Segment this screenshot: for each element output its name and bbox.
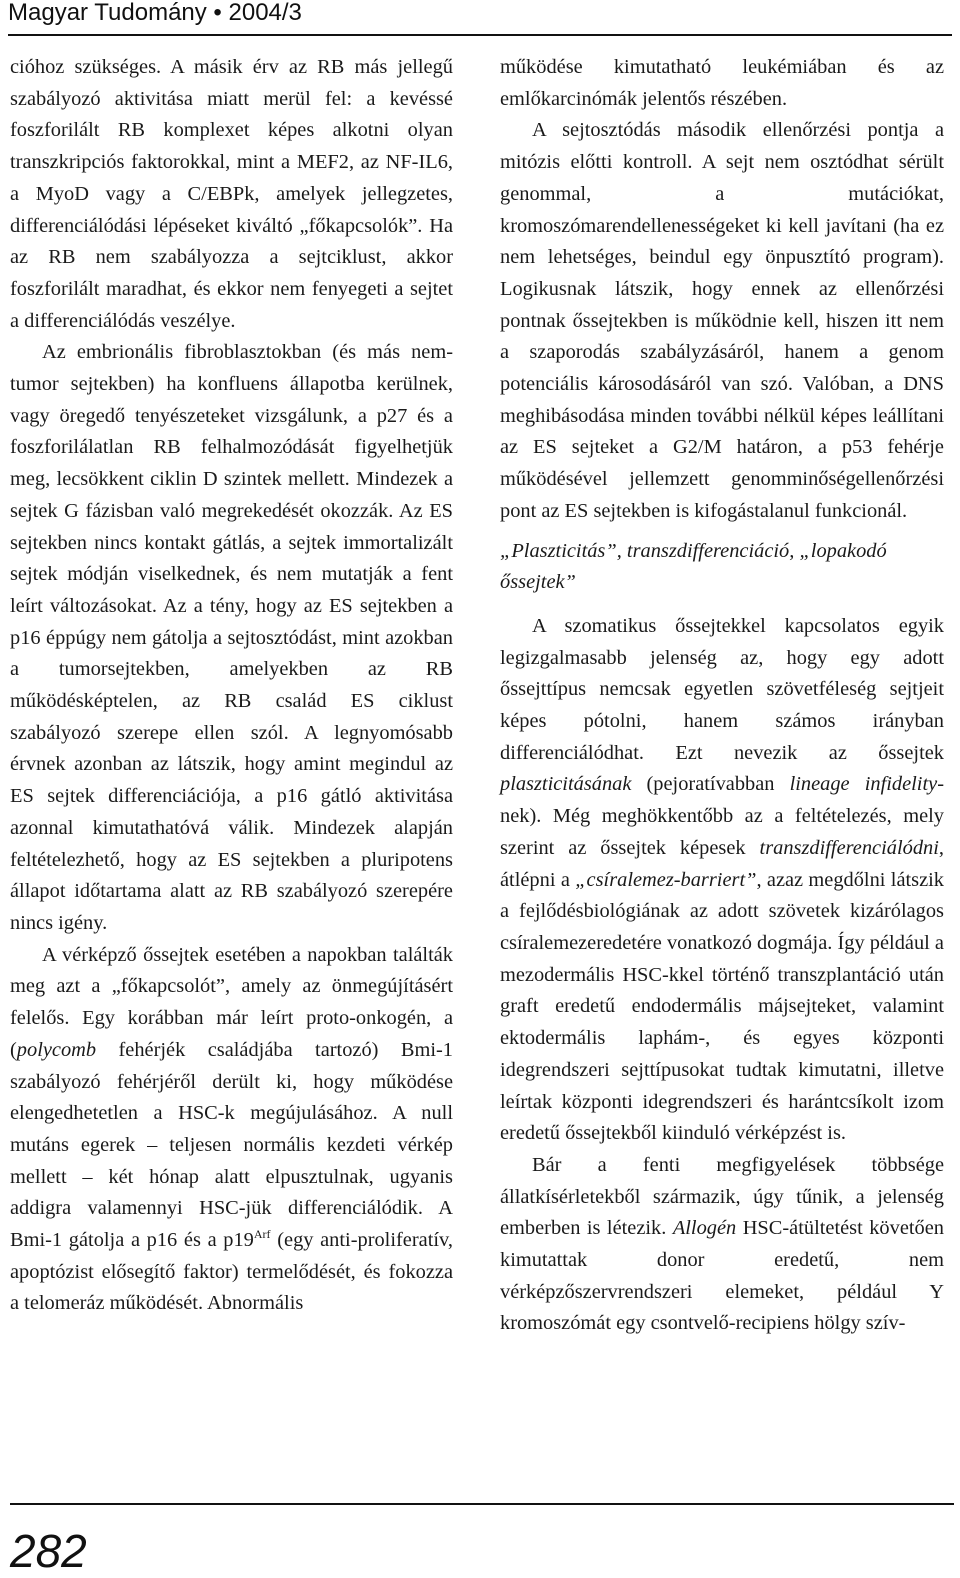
italic-term: Allogén: [672, 1217, 737, 1240]
italic-term: polycomb: [16, 1038, 97, 1061]
left-column: [10, 52, 453, 1320]
body-paragraph: [500, 1150, 944, 1340]
body-paragraph: [10, 940, 453, 1320]
body-paragraph: működése kimutatható leukémiában és az emlőkarcinómák jelentős részében.: [500, 56, 944, 110]
text-run: Bár a fenti megfigyelések többsége állatkísérletekből származik, úgy tűnik, a jelenség emberben is létezik.: [500, 1153, 944, 1240]
footer-rule: [10, 1503, 954, 1505]
body-paragraph: cióhoz szükséges. A másik érv az RB más jellegű szabályozó aktivitása miatt merül fel: a kevéssé foszforilált RB komplexet képes alkotni olyan transzkripciós faktorokkal, mint a MEF2, az NF-IL6, a MyoD vagy a C/EBPk, amelyek jellegzetes, differenciálódási lépéseket kiváltó „főkapcsolók”. Ha az RB nem szabályozza a sejtciklust, akkor foszforilált maradhat, és ekkor nem fenyegeti a sejtet a differenciálódás veszélye.: [10, 56, 453, 332]
text-run: A szomatikus őssejtekkel kapcsolatos egyik legizgalmasabb jelenség az, hogy egy adott őssejttípus nemcsak egyetlen szövetféleség sejtjeit képes pótolni, hanem számos irányban differenciálódhat. Ezt nevezik az őssejtek: [500, 614, 944, 764]
page-number: 282: [10, 1525, 87, 1577]
body-paragraph: Az embrionális fibroblasztokban (és más nem-tumor sejtekben) ha konfluens állapotba kerülnek, vagy öregedő tenyészeteket vizsgálunk, a p27 és a foszforilálatlan RB felhalmozódását figyelhetjük meg, lecsökkent ciklin D szintek mellett. Mindezek a sejtek G fázisban való megrekedését okozzák. Az ES sejtekben nincs kontakt gátlás, a sejtek immortalizált sejtek módján viselkednek, és nem mutatják a fent leírt változásokat. Az a tény, hogy az ES sejtekben a p16 éppúgy nem gátolja a sejtosztódást, mint azokban a tumorsejtekben, amelyekben az RB működésképtelen, az RB család ES ciklust szabályozó szerepe ellen szól. A legnyomósabb érvnek azonban az látszik, hogy amint megindul az ES sejtek differenciációja, a p16 gátló aktivitása azonnal kimutathatóvá válik. Mindezek alapján feltételezhető, hogy az ES sejtekben a pluripotens állapot időtartama alatt az RB szabályozó szerepére nincs igény.: [10, 341, 453, 934]
section-heading: „Plaszticitás”, transzdifferenciáció, „lopakodó őssejtek”: [500, 539, 887, 594]
body-paragraph: A sejtosztódás második ellenőrzési pontja a mitózis előtti kontroll. A sejt nem osztódhat sérült genommal, a mutációkat, kromoszómarendellenességeket ki kell javítani (ha ez nem lehetséges, beindul egy önpusztító program). Logikusnak látszik, hogy ennek az ellenőrzési pontnak őssejtekben is működnie kell, hiszen itt nem a szaporodás szabályzásáról, hanem a genom potenciális károsodásáról van szó. Valóban, a DNS meghibásodása minden további nélkül képes leállítani az ES sejteket a G2/M határon, a p53 fehérje működésével jellemzett genomminőségellenőrzési pont az ES sejtekben is kifogástalanul funkcionál.: [500, 119, 944, 522]
text-run: HSC-átültetést követően kimutattak donor eredetű, nem vérképzőszervrendszeri elemeket, például Y kromoszómát egy csontvelő-recipiens hölgy szív-: [500, 1217, 944, 1335]
text-run: (pejoratívabban: [631, 773, 790, 796]
text-run: (egy anti-proliferatív, apoptózist elősegítő faktor) termelődését, és fokozza a telomeráz működését. Abnormális: [10, 1229, 453, 1315]
italic-term: lineage infidelity: [789, 773, 938, 796]
italic-term: „csíralemez-barriert”: [575, 868, 757, 891]
running-header: [8, 0, 952, 36]
right-column: [500, 52, 944, 1340]
journal-title: Magyar Tudomány • 2004/3: [8, 0, 302, 26]
superscript: Arf: [253, 1227, 271, 1242]
italic-term: plaszticitásának: [500, 773, 632, 796]
text-run: fehérjék családjába tartozó) Bmi-1 szabályozó fehérjéről derült ki, hogy működése elengedhetetlen a HSC-k megújulásához. A null mutáns egerek – teljesen normális kezdeti vérkép mellett – két hónap alatt elpusztulnak, ugyanis addigra valamennyi HSC-jük differenciálódik. A Bmi-1 gátolja a p16 és a p19: [10, 1038, 453, 1252]
body-paragraph: [500, 611, 944, 1150]
text-run: , átlépni a: [500, 836, 944, 891]
text-run: , azaz megdőlni látszik a fejlődésbiológiának az adott szövetek kizárólagos csíralemezeredetére vonatkozó dogmája. Így például a mezodermális HSC-kkel történő transzplantáció után graft eredetű endodermális májsejteket, valamint ektodermális laphám-, és egyes központi idegrendszeri sejttípusokat tudtak kimutatni, illetve leírtak központi idegrendszeri és harántcsíkolt izom eredetű őssejtekből kiinduló vérképzést is.: [500, 868, 945, 1145]
text-run: A vérképző őssejtek esetében a napokban találták meg azt a „főkapcsolót”, amely az önmegújításért felelős. Egy korábban már leírt proto-onkogén, a (: [10, 943, 453, 1061]
header-rule: [8, 34, 952, 36]
text-run: -nek). Még meghökkentőbb az a feltételezés, mely szerint az őssejtek képesek: [500, 773, 944, 859]
italic-term: transzdifferenciálódni: [759, 836, 939, 859]
